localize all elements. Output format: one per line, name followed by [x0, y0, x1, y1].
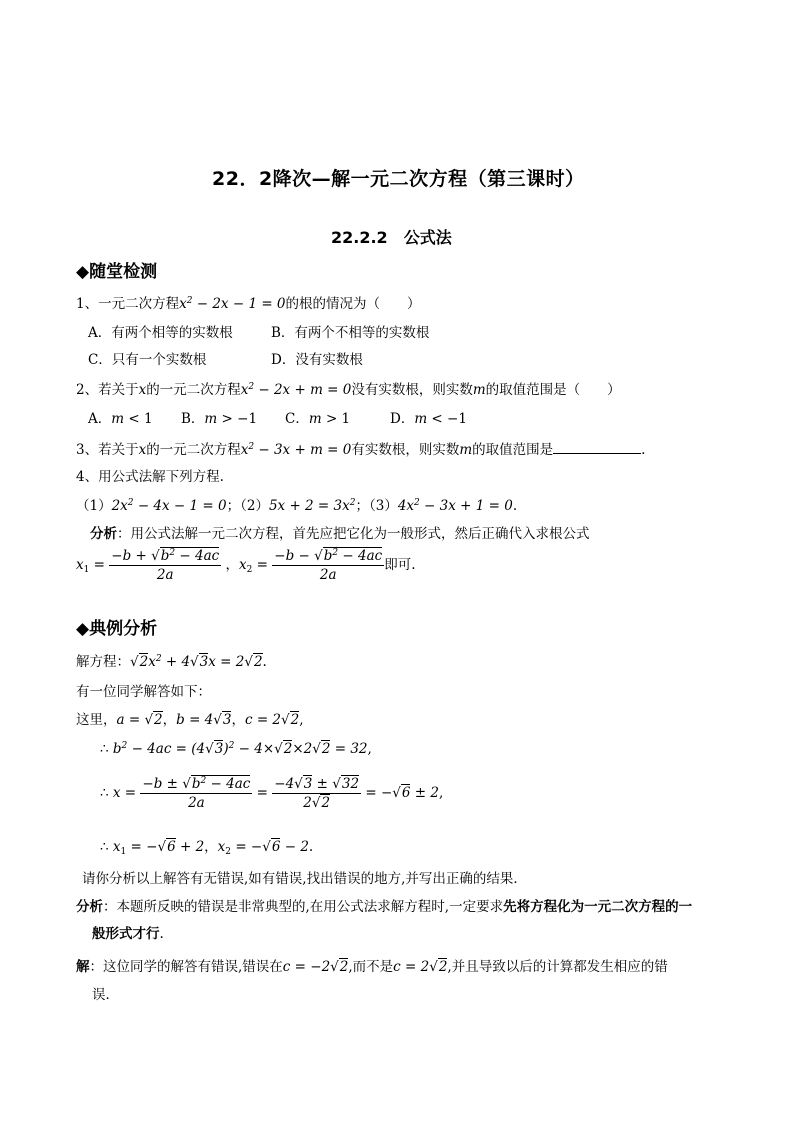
example-analysis-end: . [159, 926, 164, 942]
example-line-3-text: 这里， [76, 712, 117, 728]
example-question: 请你分析以上解答有无错误,如有错误,找出错误的地方,并写出正确的结果． [82, 871, 527, 887]
q1-option-a: A．有两个相等的实数根 [88, 325, 233, 341]
example-analysis-label: 分析 [76, 899, 103, 915]
example-analysis-bold-2: 般形式才行 [92, 926, 160, 942]
formula-x1: $\frac{-b + √b^2 - 4ac}{2a}$ [111, 548, 220, 583]
q3-var-x: x [138, 442, 147, 458]
q3-equation: $x^2 - 3x + m = 0$ [240, 442, 352, 458]
q4-formula: $x_1$ = $\frac{-b + √b^2 - 4ac}{2a}$ ，$x_2$ = $\frac{-b - √b^2 - 4ac}{2a}$ 即可. [76, 548, 416, 583]
page-title: 22．2降次—解一元二次方程（第三课时） [212, 168, 585, 190]
q2-option-b: B．m > −1 [181, 411, 258, 427]
q1-option-d: D．没有实数根 [271, 352, 363, 368]
q4-analysis-text: ：用公式法解一元二次方程，首先应把它化为一般形式，然后正确代入求根公式 [117, 526, 590, 542]
q2-option-a: A．m < 1 [88, 411, 153, 427]
example-discriminant: ∴ $b^2 - 4ac = (4√3)^2 - 4\times√2\times 2√2 = 32$, [100, 741, 372, 757]
q2-equation: $x^2 - 2x + m = 0$ [240, 382, 352, 398]
q2-option-c: C．m > 1 [285, 411, 351, 427]
example-answer-text-3: ,并且导致以后的计算都发生相应的错 [447, 959, 668, 975]
example-analysis-text: ：本题所反映的错误是非常典型的,在用公式法求解方程时,一定要求 [103, 899, 504, 915]
q3-end: . [641, 442, 646, 458]
example-line-3: 这里，a = √2，b = 4√3，c = 2√2, [76, 712, 304, 728]
example-answer: 解：这位同学的解答有错误,错误在c = −2√2,而不是c = 2√2,并且导致以后的计算都发生相应的错 [76, 959, 668, 975]
q4-analysis [90, 522, 590, 542]
q2-option-d-label: D． [390, 411, 415, 427]
q2-text-2: 的一元二次方程 [146, 382, 241, 398]
q2-option-a-label: A． [88, 411, 112, 427]
q4-part-3-label: ；（3） [355, 498, 398, 514]
example-answer-label: 解 [76, 959, 90, 975]
formula-x2: $\frac{-b - √b^2 - 4ac}{2a}$ [274, 548, 383, 583]
q3-var-m: m [459, 442, 473, 458]
example-intro: 解方程： [76, 654, 130, 670]
example-analysis [76, 895, 692, 915]
q2-text-3: 没有实数根，则实数 [351, 382, 473, 398]
question-4: 4、用公式法解下列方程. [76, 469, 224, 485]
section-heading-example: ◆典例分析 [76, 619, 158, 639]
q3-text-3: 有实数根，则实数 [351, 442, 460, 458]
q1-equation: $x^2 - 2x - 1 = 0$ [179, 296, 286, 312]
example-roots: ∴ $x_1 = -√6 + 2$，$x_2 = -√6 - 2$. [100, 839, 314, 857]
q1-text-after: 的根的情况为（ ） [285, 296, 421, 312]
q4-analysis-label: 分析 [90, 526, 117, 542]
q3-answer-blank[interactable] [553, 441, 641, 454]
q4-eq-1: $2x^2 - 4x - 1 = 0$ [111, 498, 227, 514]
q2-option-b-label: B． [181, 411, 205, 427]
example-answer-text-2: ,而不是 [348, 959, 394, 975]
example-answer-cont: 误． [92, 987, 119, 1003]
example-root-formula: ∴ x = $\frac{-b \pm √b^2 - 4ac}{2a}$ = $\frac{-4√3 \pm √32}{2√2}$ = −√6 ± 2, [100, 776, 444, 811]
q1-option-b: B．有两个不相等的实数根 [271, 325, 430, 341]
q4-parts: $(1)2x^2 - 4x - 1 = 0$；$(2)5x + 2 = 3x^2$；$(3)4x^2 - 3x + 1 = 0$. [76, 498, 518, 514]
q2-text-4: 的取值范围是（ ） [485, 382, 621, 398]
page-subtitle: 22.2.2 公式法 [331, 228, 452, 247]
q2-var-x: x [138, 382, 147, 398]
q2-option-c-label: C． [285, 411, 309, 427]
q4-eq-2: $5x + 2 = 3x^2$ [268, 498, 356, 514]
example-problem: 解方程：$√2x^2 + 4√3x = 2√2$. [76, 654, 267, 670]
section-heading-practice: ◆随堂检测 [76, 262, 158, 282]
example-analysis-bold: 先将方程化为一元二次方程的一 [503, 899, 693, 915]
q4-eq-3: $4x^2 - 3x + 1 = 0$ [397, 498, 513, 514]
question-3 [76, 438, 645, 458]
q3-text-1: 3、若关于 [76, 442, 139, 458]
question-1 [76, 292, 421, 312]
example-line-2: 有一位同学解答如下： [76, 684, 211, 700]
q2-option-d: D．m < −1 [390, 411, 467, 427]
q4-end: 即可. [384, 557, 416, 573]
q4-part-1-label: （1） [76, 498, 112, 514]
example-analysis-cont [92, 922, 164, 942]
question-2 [76, 378, 621, 398]
q2-var-m: m [472, 382, 486, 398]
q2-text-1: 2、若关于 [76, 382, 139, 398]
q4-part-2-label: ；（2） [226, 498, 269, 514]
q3-text-2: 的一元二次方程 [146, 442, 241, 458]
example-answer-text-1: ：这位同学的解答有错误,错误在 [89, 959, 283, 975]
q1-option-c: C．只有一个实数根 [88, 352, 207, 368]
q3-text-4: 的取值范围是 [472, 442, 554, 458]
q1-text-before: 1、一元二次方程 [76, 296, 180, 312]
